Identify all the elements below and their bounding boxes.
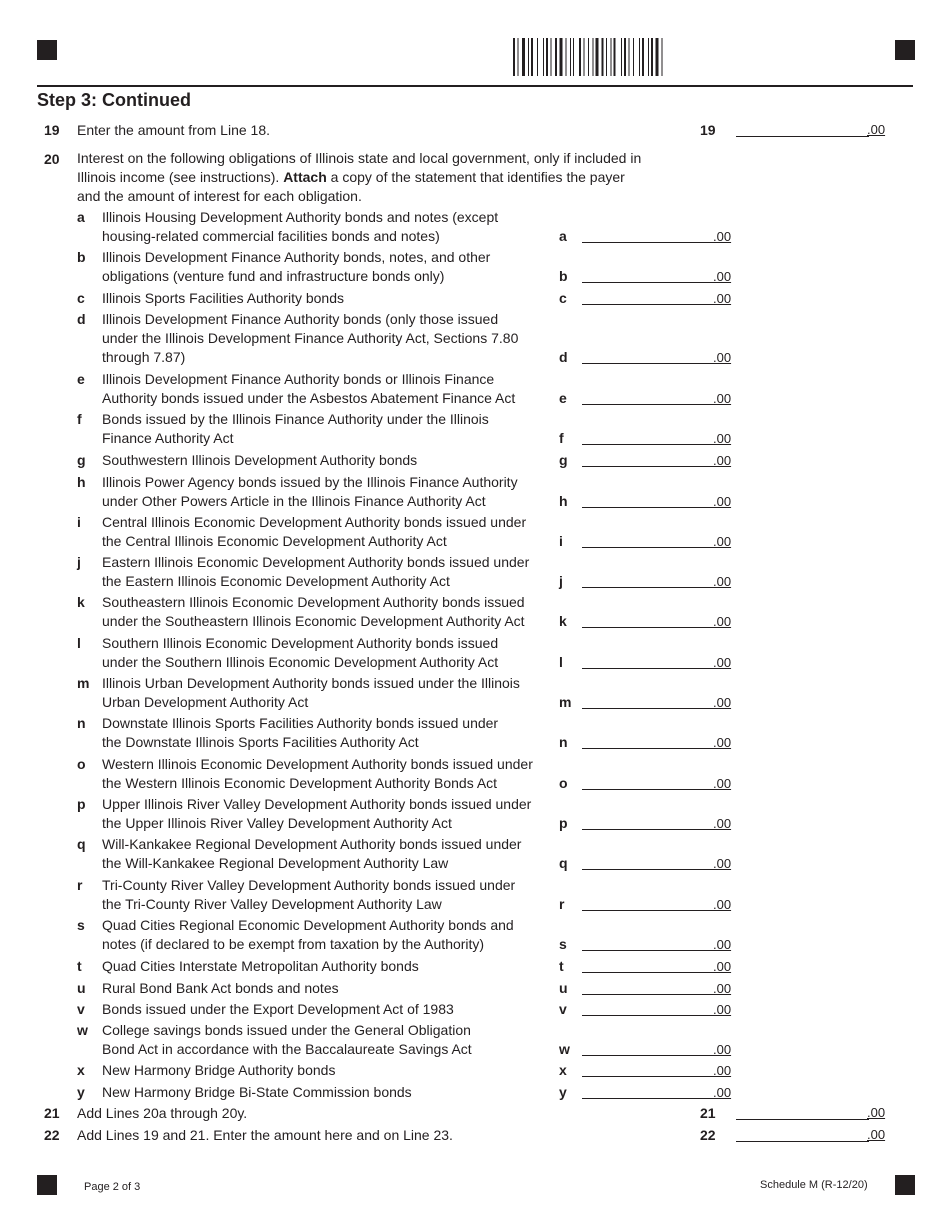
item-t-amount-field[interactable] [582, 972, 715, 973]
item-j-description [102, 553, 562, 591]
item-k-amount-field[interactable] [582, 627, 715, 628]
item-g-amount-field[interactable] [582, 466, 715, 467]
item-e-letter: e [77, 371, 85, 387]
item-n-letter: n [77, 715, 86, 731]
item-f-letter: f [77, 411, 82, 427]
item-e-amount-field[interactable] [582, 404, 715, 405]
item-o-description [102, 755, 562, 793]
barcode-bar [606, 38, 607, 76]
item-u-cents: .00 [713, 981, 732, 996]
line-19-amount-field[interactable] [736, 136, 869, 137]
item-u-line: Rural Bond Bank Act bonds and notes [102, 980, 339, 996]
registration-mark-bottom-right [895, 1175, 915, 1195]
item-d-description [102, 310, 562, 367]
item-k-description [102, 593, 562, 631]
item-s-letter: s [77, 917, 85, 933]
item-s-box-label: s [559, 936, 567, 952]
barcode-bar [656, 38, 659, 76]
line-22-box-label: 22 [700, 1127, 716, 1143]
barcode-bar [624, 38, 626, 76]
barcode-bar [513, 38, 515, 76]
item-g-box-label: g [559, 452, 568, 468]
barcode-icon [513, 38, 711, 76]
item-a-line: Illinois Housing Development Authority bonds and notes (except [102, 209, 499, 225]
item-m-line: Illinois Urban Development Authority bonds issued under the Illinois [102, 675, 520, 691]
item-b-box-label: b [559, 268, 568, 284]
line-20-text: Interest on the following obligations of Illinois state and local government, only if included in Illinois income (see instructions). Attach a copy of the statement that identifies the payer and the amount of interest for each obligation. [77, 150, 642, 204]
item-l-line: Southern Illinois Economic Development Authority bonds issued [102, 635, 499, 651]
item-q-description [102, 835, 562, 873]
item-i-description [102, 513, 562, 551]
item-r-description [102, 876, 565, 914]
item-m-amount-field[interactable] [582, 708, 715, 709]
item-m-letter: m [77, 675, 90, 691]
barcode-bar [662, 38, 663, 76]
item-a-cents: .00 [713, 229, 732, 244]
item-x-description [102, 1061, 562, 1080]
line-21-cents: .00 [867, 1105, 886, 1120]
item-f-amount-field[interactable] [582, 444, 715, 445]
line-22-number: 22 [44, 1127, 60, 1143]
item-w-line: College savings bonds issued under the General Obligation [102, 1022, 471, 1038]
barcode-bar [570, 38, 571, 76]
item-p-line: the Upper Illinois River Valley Development Authority Act [102, 815, 452, 831]
item-c-line: Illinois Sports Facilities Authority bonds [102, 290, 344, 306]
item-i-line: Central Illinois Economic Development Authority bonds issued under [102, 514, 527, 530]
item-h-description [102, 473, 562, 511]
item-d-line: Illinois Development Finance Authority bonds (only those issued [102, 311, 499, 327]
item-b-cents: .00 [713, 269, 732, 284]
item-j-line: Eastern Illinois Economic Development Authority bonds issued under [102, 554, 530, 570]
item-c-amount-field[interactable] [582, 304, 715, 305]
item-g-description [102, 451, 562, 470]
item-d-box-label: d [559, 349, 568, 365]
item-i-cents: .00 [713, 534, 732, 549]
item-n-line: Downstate Illinois Sports Facilities Authority bonds issued under [102, 715, 499, 731]
line-21-text: Add Lines 20a through 20y. [77, 1105, 248, 1121]
line-19-text: Enter the amount from Line 18. [77, 122, 270, 138]
item-p-cents: .00 [713, 816, 732, 831]
line-22-cents: .00 [867, 1127, 886, 1142]
item-x-box-label: x [559, 1062, 567, 1078]
line-19-box-label: 19 [700, 122, 716, 138]
item-h-line: Illinois Power Agency bonds issued by the Illinois Finance Authority [102, 474, 518, 490]
item-f-description [102, 410, 562, 448]
registration-mark-top-left [37, 40, 57, 60]
item-h-line: under Other Powers Article in the Illinois Finance Authority Act [102, 493, 486, 509]
item-l-cents: .00 [713, 655, 732, 670]
item-i-line: the Central Illinois Economic Development Authority Act [102, 533, 447, 549]
item-o-amount-field[interactable] [582, 789, 715, 790]
item-y-line: New Harmony Bridge Bi-State Commission bonds [102, 1084, 412, 1100]
line-21-number: 21 [44, 1105, 60, 1121]
item-w-description [102, 1021, 562, 1059]
item-q-line: Will-Kankakee Regional Development Authority bonds issued under [102, 836, 522, 852]
item-x-amount-field[interactable] [582, 1076, 715, 1077]
item-m-box-label: m [559, 694, 572, 710]
item-i-amount-field[interactable] [582, 547, 715, 548]
item-o-line: the Western Illinois Economic Development Authority Bonds Act [102, 775, 498, 791]
item-w-line: Bond Act in accordance with the Baccalaureate Savings Act [102, 1041, 472, 1057]
item-m-cents: .00 [713, 695, 732, 710]
item-t-description [102, 957, 562, 976]
item-v-cents: .00 [713, 1002, 732, 1017]
item-o-cents: .00 [713, 776, 732, 791]
item-k-letter: k [77, 594, 85, 610]
item-q-cents: .00 [713, 856, 732, 871]
item-l-letter: l [77, 635, 81, 651]
item-s-amount-field[interactable] [582, 950, 715, 951]
barcode-bar [648, 38, 649, 76]
item-m-description [102, 674, 562, 712]
item-s-line: Quad Cities Regional Economic Development Authority bonds and [102, 917, 514, 933]
item-c-description [102, 289, 562, 308]
item-j-line: the Eastern Illinois Economic Development Authority Act [102, 573, 450, 589]
item-b-description [102, 248, 562, 286]
item-g-letter: g [77, 452, 86, 468]
item-q-amount-field[interactable] [582, 869, 715, 870]
line-19-cents: .00 [867, 122, 886, 137]
item-a-letter: a [77, 209, 85, 225]
item-w-letter: w [77, 1022, 88, 1038]
line-21-box-label: 21 [700, 1105, 716, 1121]
item-h-letter: h [77, 474, 86, 490]
item-b-line: Illinois Development Finance Authority bonds, notes, and other [102, 249, 491, 265]
item-u-box-label: u [559, 980, 568, 996]
item-k-box-label: k [559, 613, 567, 629]
barcode-bar [629, 38, 630, 76]
barcode-bar [651, 38, 653, 76]
barcode-bar [633, 38, 634, 76]
item-s-cents: .00 [713, 937, 732, 952]
item-d-cents: .00 [713, 350, 732, 365]
item-j-box-label: j [559, 573, 563, 589]
item-u-amount-field[interactable] [582, 994, 715, 995]
item-k-line: under the Southeastern Illinois Economic Development Authority Act [102, 613, 525, 629]
header-rule [37, 85, 913, 87]
item-s-line: notes (if declared to be exempt from taxation by the Authority) [102, 936, 485, 952]
barcode-bar [573, 38, 574, 76]
barcode-bar [639, 38, 640, 76]
item-i-box-label: i [559, 533, 563, 549]
item-i-letter: i [77, 514, 81, 530]
item-v-letter: v [77, 1001, 85, 1017]
item-f-box-label: f [559, 430, 564, 446]
item-n-line: the Downstate Illinois Sports Facilities Authority Act [102, 734, 419, 750]
item-q-line: the Will-Kankakee Regional Development Authority Law [102, 855, 449, 871]
line-19-number: 19 [44, 122, 60, 138]
barcode-bar [584, 38, 585, 76]
registration-mark-bottom-left [37, 1175, 57, 1195]
item-r-cents: .00 [713, 897, 732, 912]
item-v-amount-field[interactable] [582, 1015, 715, 1016]
item-b-line: obligations (venture fund and infrastructure bonds only) [102, 268, 445, 284]
item-d-letter: d [77, 311, 86, 327]
item-y-description [102, 1083, 562, 1102]
item-o-letter: o [77, 756, 86, 772]
barcode-bar [579, 38, 581, 76]
item-r-amount-field[interactable] [582, 910, 715, 911]
item-r-line: the Tri-County River Valley Development Authority Law [102, 896, 442, 912]
item-e-cents: .00 [713, 391, 732, 406]
barcode-bar [614, 38, 616, 76]
item-p-box-label: p [559, 815, 568, 831]
barcode-bar [528, 38, 529, 76]
item-p-letter: p [77, 796, 86, 812]
item-j-letter: j [77, 554, 81, 570]
item-c-letter: c [77, 290, 85, 306]
line-22-text: Add Lines 19 and 21. Enter the amount here and on Line 23. [77, 1127, 453, 1143]
item-t-box-label: t [559, 958, 564, 974]
barcode-bar [566, 38, 567, 76]
item-w-cents: .00 [713, 1042, 732, 1057]
item-v-line: Bonds issued under the Export Development Act of 1983 [102, 1001, 454, 1017]
item-a-line: housing-related commercial facilities bonds and notes) [102, 228, 440, 244]
item-u-letter: u [77, 980, 86, 996]
barcode-bar [588, 38, 589, 76]
item-a-box-label: a [559, 228, 567, 244]
item-l-description [102, 634, 562, 672]
item-a-description [102, 208, 562, 246]
item-g-cents: .00 [713, 453, 732, 468]
barcode-bar [543, 38, 544, 76]
item-k-cents: .00 [713, 614, 732, 629]
barcode-bar [560, 38, 563, 76]
item-b-letter: b [77, 249, 86, 265]
item-x-letter: x [77, 1062, 85, 1078]
item-l-box-label: l [559, 654, 563, 670]
item-y-box-label: y [559, 1084, 567, 1100]
item-j-amount-field[interactable] [582, 587, 715, 588]
item-a-amount-field[interactable] [582, 242, 715, 243]
item-w-box-label: w [559, 1041, 570, 1057]
item-d-amount-field[interactable] [582, 363, 715, 364]
item-q-box-label: q [559, 855, 568, 871]
item-y-letter: y [77, 1084, 85, 1100]
barcode-bar [555, 38, 557, 76]
item-e-line: Illinois Development Finance Authority bonds or Illinois Finance [102, 371, 495, 387]
registration-mark-top-right [895, 40, 915, 60]
item-u-description [102, 979, 562, 998]
item-v-description [102, 1000, 562, 1019]
barcode-bar [518, 38, 519, 76]
barcode-bar [551, 38, 552, 76]
item-q-letter: q [77, 836, 86, 852]
barcode-bar [596, 38, 599, 76]
item-n-box-label: n [559, 734, 568, 750]
barcode-bar [602, 38, 604, 76]
item-p-description [102, 795, 562, 833]
item-y-amount-field[interactable] [582, 1098, 715, 1099]
item-h-cents: .00 [713, 494, 732, 509]
item-f-cents: .00 [713, 431, 732, 446]
item-d-line: under the Illinois Development Finance Authority Act, Sections 7.80 [102, 330, 519, 346]
item-m-line: Urban Development Authority Act [102, 694, 309, 710]
item-h-box-label: h [559, 493, 568, 509]
item-h-amount-field[interactable] [582, 507, 715, 508]
item-y-cents: .00 [713, 1085, 732, 1100]
item-x-cents: .00 [713, 1063, 732, 1078]
item-v-box-label: v [559, 1001, 567, 1017]
item-t-cents: .00 [713, 959, 732, 974]
item-k-line: Southeastern Illinois Economic Development Authority bonds issued [102, 594, 525, 610]
item-f-line: Bonds issued by the Illinois Finance Authority under the Illinois [102, 411, 489, 427]
item-g-line: Southwestern Illinois Development Authority bonds [102, 452, 418, 468]
item-b-amount-field[interactable] [582, 282, 715, 283]
item-e-box-label: e [559, 390, 567, 406]
barcode-bar [546, 38, 548, 76]
item-c-cents: .00 [713, 291, 732, 306]
item-p-line: Upper Illinois River Valley Development Authority bonds issued under [102, 796, 532, 812]
item-n-description [102, 714, 562, 752]
item-o-line: Western Illinois Economic Development Authority bonds issued under [102, 756, 533, 772]
line-20-number: 20 [44, 151, 60, 167]
item-n-cents: .00 [713, 735, 732, 750]
barcode-bar [611, 38, 612, 76]
barcode-bar [537, 38, 538, 76]
barcode-bar [531, 38, 533, 76]
item-t-line: Quad Cities Interstate Metropolitan Authority bonds [102, 958, 419, 974]
item-e-description [102, 370, 562, 408]
item-c-box-label: c [559, 290, 567, 306]
line-22-amount-field[interactable] [736, 1141, 869, 1142]
barcode-bar [593, 38, 594, 76]
barcode-bar [522, 38, 525, 76]
barcode-bar [621, 38, 622, 76]
item-r-letter: r [77, 877, 83, 893]
item-n-amount-field[interactable] [582, 748, 715, 749]
item-s-description [102, 916, 562, 954]
page-number: Page 2 of 3 [84, 1181, 141, 1193]
item-d-line: through 7.87) [102, 349, 186, 365]
barcode-bar [642, 38, 644, 76]
item-j-cents: .00 [713, 574, 732, 589]
item-t-letter: t [77, 958, 82, 974]
item-x-line: New Harmony Bridge Authority bonds [102, 1062, 336, 1078]
item-l-amount-field[interactable] [582, 668, 715, 669]
item-r-box-label: r [559, 896, 565, 912]
item-l-line: under the Southern Illinois Economic Development Authority Act [102, 654, 499, 670]
item-w-amount-field[interactable] [582, 1055, 715, 1056]
item-o-box-label: o [559, 775, 568, 791]
item-r-line: Tri-County River Valley Development Authority bonds issued under [102, 877, 516, 893]
step-title: Step 3: Continued [37, 90, 191, 110]
form-identifier: Schedule M (R-12/20) [760, 1179, 868, 1191]
item-p-amount-field[interactable] [582, 829, 715, 830]
item-e-line: Authority bonds issued under the Asbestos Abatement Finance Act [102, 390, 516, 406]
line-21-amount-field[interactable] [736, 1119, 869, 1120]
item-f-line: Finance Authority Act [102, 430, 234, 446]
